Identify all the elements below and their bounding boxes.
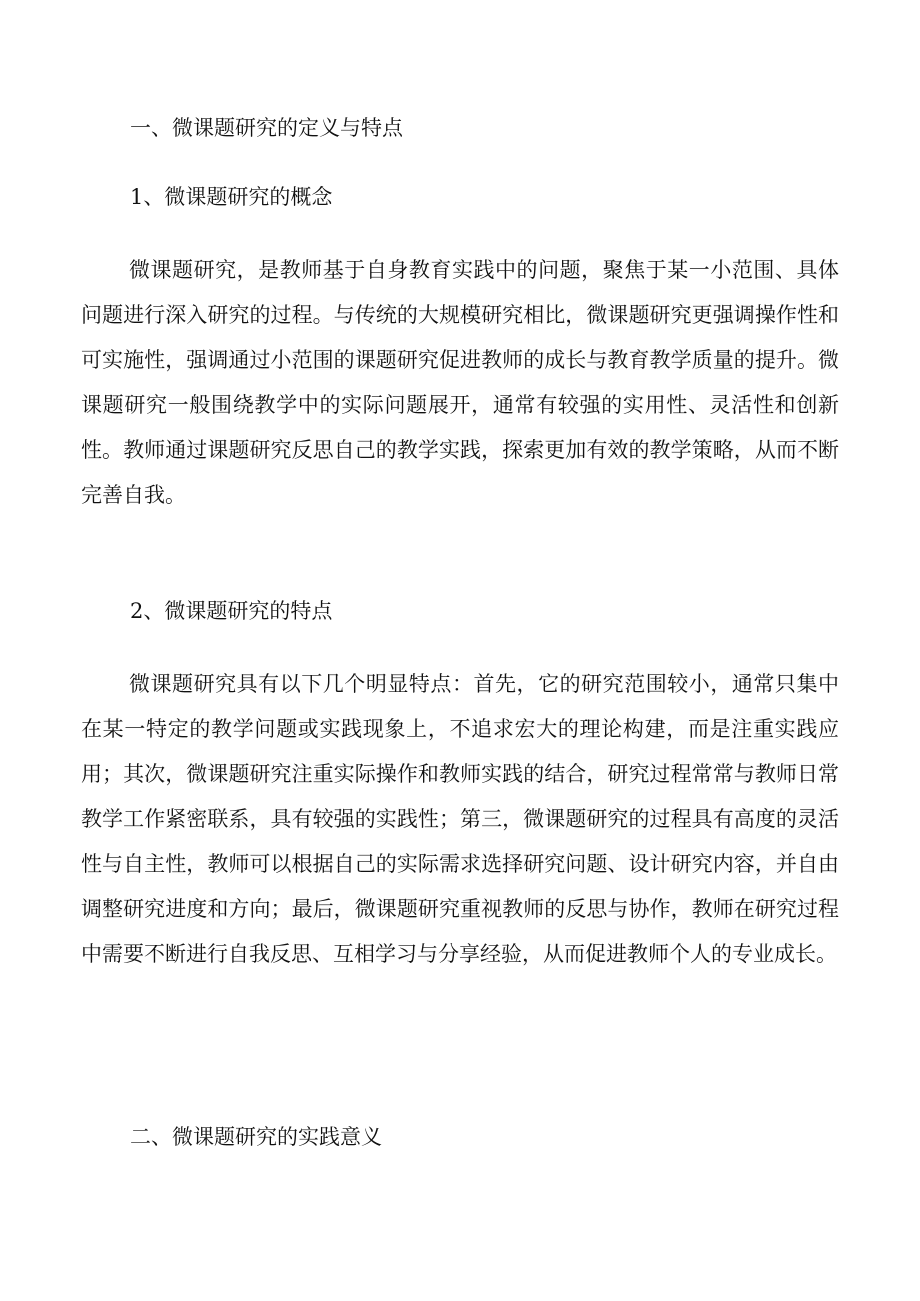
paragraph-concept: 微课题研究，是教师基于自身教育实践中的问题，聚焦于某一小范围、具体问题进行深入研究的过程。与传统的大规模研究相比，微课题研究更强调操作性和可实施性，强调通过小范围的课题研究促进教师的成长与教育教学质量的提升。微课题研究一般围绕教学中的实际问题展开，通常有较强的实用性、灵活性和创新性。教师通过课题研究反思自己的教学实践，探索更加有效的教学策略，从而不断完善自我。 (81, 258, 839, 507)
subsection-heading-concept: 1、微课题研究的概念 (130, 185, 333, 209)
section-heading-definition: 一、微课题研究的定义与特点 (130, 116, 403, 140)
section-heading-practice-significance: 二、微课题研究的实践意义 (130, 1125, 382, 1149)
paragraph-features: 微课题研究具有以下几个明显特点：首先，它的研究范围较小，通常只集中在某一特定的教学问题或实践现象上，不追求宏大的理论构建，而是注重实践应用；其次，微课题研究注重实际操作和教师实践的结合，研究过程常常与教师日常教学工作紧密联系，具有较强的实践性；第三，微课题研究的过程具有高度的灵活性与自主性，教师可以根据自己的实际需求选择研究问题、设计研究内容，并自由调整研究进度和方向；最后，微课题研究重视教师的反思与协作，教师在研究过程中需要不断进行自我反思、互相学习与分享经验，从而促进教师个人的专业成长。 (81, 672, 839, 966)
subsection-heading-features: 2、微课题研究的特点 (130, 599, 333, 623)
